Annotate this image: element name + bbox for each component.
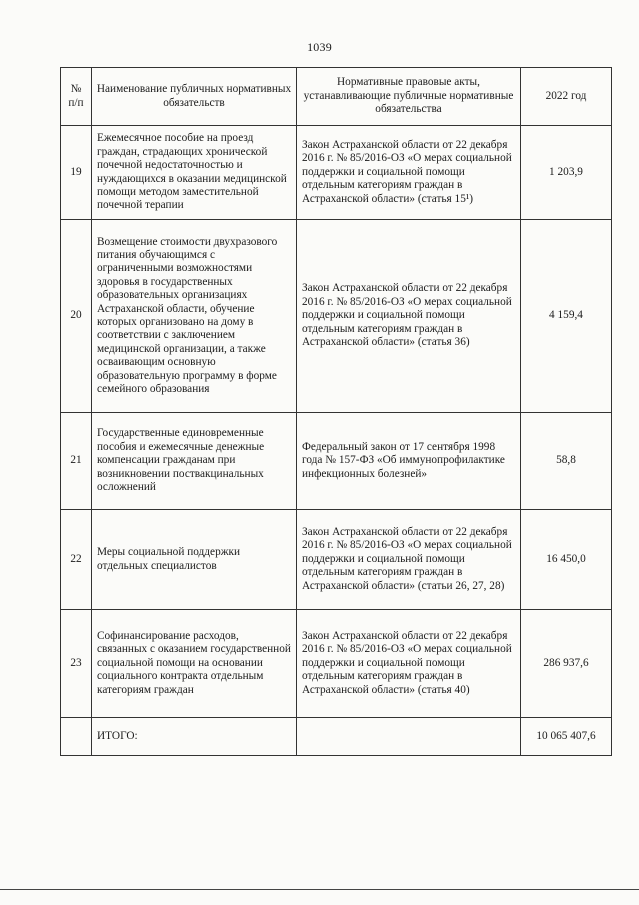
total-act-cell bbox=[297, 718, 521, 756]
header-name: Наименование публичных нормативных обязательств bbox=[92, 68, 297, 126]
row-act: Закон Астраханской области от 22 декабря 2016 г. № 85/2016-ОЗ «О мерах социальной поддержки и социальной помощи отдельным категориям граждан в Астраханской области» (статья 40) bbox=[297, 610, 521, 718]
row-num: 21 bbox=[61, 413, 92, 510]
total-label: ИТОГО: bbox=[92, 718, 297, 756]
table-row bbox=[61, 610, 612, 718]
row-name: Возмещение стоимости двухразового питания обучающимся с ограниченными возможностями здоровья в государственных образовательных организациях Астраханской области, обучение которых организовано на дому в соответствии с заключением медицинской организации, а также осваивающим основную образовательную программу в форме семейного образования bbox=[92, 220, 297, 413]
total-value: 10 065 407,6 bbox=[521, 718, 612, 756]
row-value: 286 937,6 bbox=[521, 610, 612, 718]
header-year: 2022 год bbox=[521, 68, 612, 126]
header-num: № п/п bbox=[61, 68, 92, 126]
obligations-table bbox=[60, 67, 612, 756]
header-act: Нормативные правовые акты, устанавливающие публичные нормативные обязательства bbox=[297, 68, 521, 126]
row-value: 16 450,0 bbox=[521, 510, 612, 610]
row-name: Ежемесячное пособие на проезд граждан, страдающих хронической почечной недостаточностью и нуждающихся в оказании медицинской помощи методом заместительной почечной терапии bbox=[92, 126, 297, 220]
row-num: 23 bbox=[61, 610, 92, 718]
page-number: 1039 bbox=[307, 40, 332, 54]
total-row bbox=[61, 718, 612, 756]
table-row bbox=[61, 220, 612, 413]
footer-rule bbox=[0, 889, 639, 890]
row-num: 19 bbox=[61, 126, 92, 220]
total-num-cell bbox=[61, 718, 92, 756]
row-value: 58,8 bbox=[521, 413, 612, 510]
row-name: Софинансирование расходов, связанных с оказанием государственной социальной помощи на основании социального контракта отдельным категориям граждан bbox=[92, 610, 297, 718]
row-name: Государственные единовременные пособия и ежемесячные денежные компенсации гражданам при возникновении поствакцинальных осложнений bbox=[92, 413, 297, 510]
row-value: 4 159,4 bbox=[521, 220, 612, 413]
row-act: Федеральный закон от 17 сентября 1998 года № 157-ФЗ «Об иммунопрофилактике инфекционных болезней» bbox=[297, 413, 521, 510]
table-row bbox=[61, 510, 612, 610]
row-num: 20 bbox=[61, 220, 92, 413]
table-row bbox=[61, 413, 612, 510]
row-act: Закон Астраханской области от 22 декабря 2016 г. № 85/2016-ОЗ «О мерах социальной поддержки и социальной помощи отдельным категориям граждан в Астраханской области» (статьи 26, 27, 28) bbox=[297, 510, 521, 610]
row-act: Закон Астраханской области от 22 декабря 2016 г. № 85/2016-ОЗ «О мерах социальной поддержки и социальной помощи отдельным категориям граждан в Астраханской области» (статья 15¹) bbox=[297, 126, 521, 220]
row-value: 1 203,9 bbox=[521, 126, 612, 220]
table-row bbox=[61, 126, 612, 220]
row-act: Закон Астраханской области от 22 декабря 2016 г. № 85/2016-ОЗ «О мерах социальной поддержки и социальной помощи отдельным категориям граждан в Астраханской области» (статья 36) bbox=[297, 220, 521, 413]
row-name: Меры социальной поддержки отдельных специалистов bbox=[92, 510, 297, 610]
row-num: 22 bbox=[61, 510, 92, 610]
table-header-row bbox=[61, 68, 612, 126]
